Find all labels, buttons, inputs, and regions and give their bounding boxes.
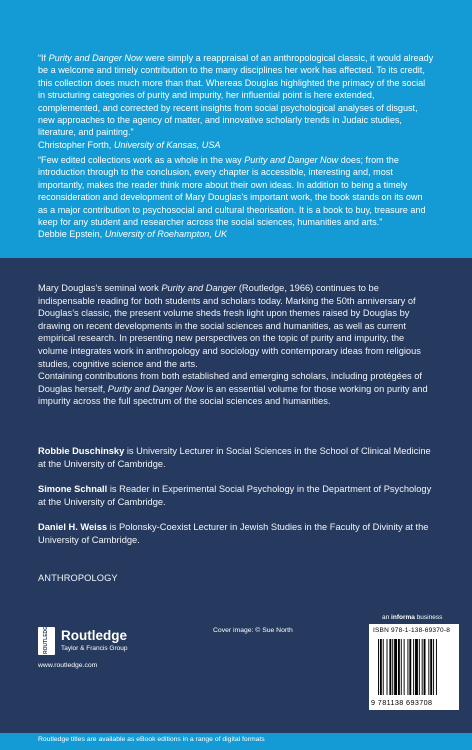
editor-name: Simone Schnall (38, 484, 108, 494)
barcode-number: 9 781138 693708 (371, 698, 433, 707)
footer-band (0, 733, 472, 750)
isbn-label: ISBN 978-1-138-69370-8 (373, 627, 451, 634)
editor-name: Daniel H. Weiss (38, 522, 108, 532)
editor-name: Robbie Duschinsky (38, 446, 125, 456)
routledge-mark-icon: ROUTLEDGE (38, 627, 55, 655)
footer-text: Routledge titles are available as eBook editions in a range of digital formats (38, 736, 265, 743)
description-paragraph-1: Mary Douglas’s seminal work Purity and Danger (Routledge, 1966) continues to be indispensable reading for both students and scholars today. Marking the 50th anniversary of Douglas’s classic, the present volume sheds fresh light upon themes raised by Douglas by drawing on recent developments in the social sciences and humanities, as well as current empirical research. In presenting new perspectives on the topic of purity and impurity, the volume integrates work in anthropology and sociology with contemporary ideas from religious studies, cognitive science and the arts. (38, 283, 421, 369)
editor-bio-3: Daniel H. Weiss is Polonsky-Coexist Lecturer in Jewish Studies in the Faculty of Divinity at the University of Cambridge. (38, 522, 429, 545)
isbn-barcode-box (369, 624, 459, 710)
publisher-name: Routledge (61, 628, 127, 643)
barcode-icon (378, 639, 454, 695)
editor-bio-1: Robbie Duschinsky is University Lecturer in Social Sciences in the School of Clinical Medicine at the University of Cambridge. (38, 446, 431, 469)
informa-business-tag: an informa business (382, 614, 443, 621)
endorsement-quote-2 (38, 154, 434, 241)
endorsement-quote-1 (38, 52, 434, 151)
endorsements-panel (0, 0, 472, 258)
publisher-group: Taylor & Francis Group (61, 645, 128, 652)
quote-attribution: Christopher Forth, University of Kansas, USA (38, 139, 221, 150)
quote-text: “Few edited collections work as a whole in the way Purity and Danger Now does; from the introduction through to the conclusion, every chapter is accessible, interesting and, most importantly, makes the reader think more about their own ideas. In addition to being a timely reconsideration and development of Mary Douglas’s important work, the book stands on its own as a major contribution to psychosocial and cultural theorisation. It is a book to buy, treasure and keep for any student and researcher across the social sciences, humanities and arts.” (38, 155, 426, 228)
cover-image-credit: Cover image: © Sue North (213, 627, 293, 634)
subject-category: ANTHROPOLOGY (38, 573, 118, 583)
quote-attribution: Debbie Epstein, University of Roehampton, UK (38, 229, 228, 240)
publisher-url: www.routledge.com (38, 662, 98, 669)
description-paragraph-2: Containing contributions from both established and emerging scholars, including protégées of Douglas herself, Purity and Danger Now is an essential volume for those working on purity and impurity across the full spectrum of the social sciences and humanities. (38, 371, 428, 407)
quote-text: “If Purity and Danger Now were simply a reappraisal of an anthropological classic, it would already be a welcome and timely contribution to the many disciplines her work has affected. To its credit, this collection does much more than that. Whereas Douglas highlighted the primacy of the social in structuring categories of purity and impurity, her influential point is here extended, complemented, and corrected by recent insights from social psychological analyses of disgust, new approaches to the agency of matter, and innovative scholarly trends in Judaic studies, literature, and painting.” (38, 53, 434, 138)
routledge-logo (38, 622, 158, 672)
editor-bio-2: Simone Schnall is Reader in Experimental Social Psychology in the Department of Psychology at the University of Cambridge. (38, 484, 432, 507)
